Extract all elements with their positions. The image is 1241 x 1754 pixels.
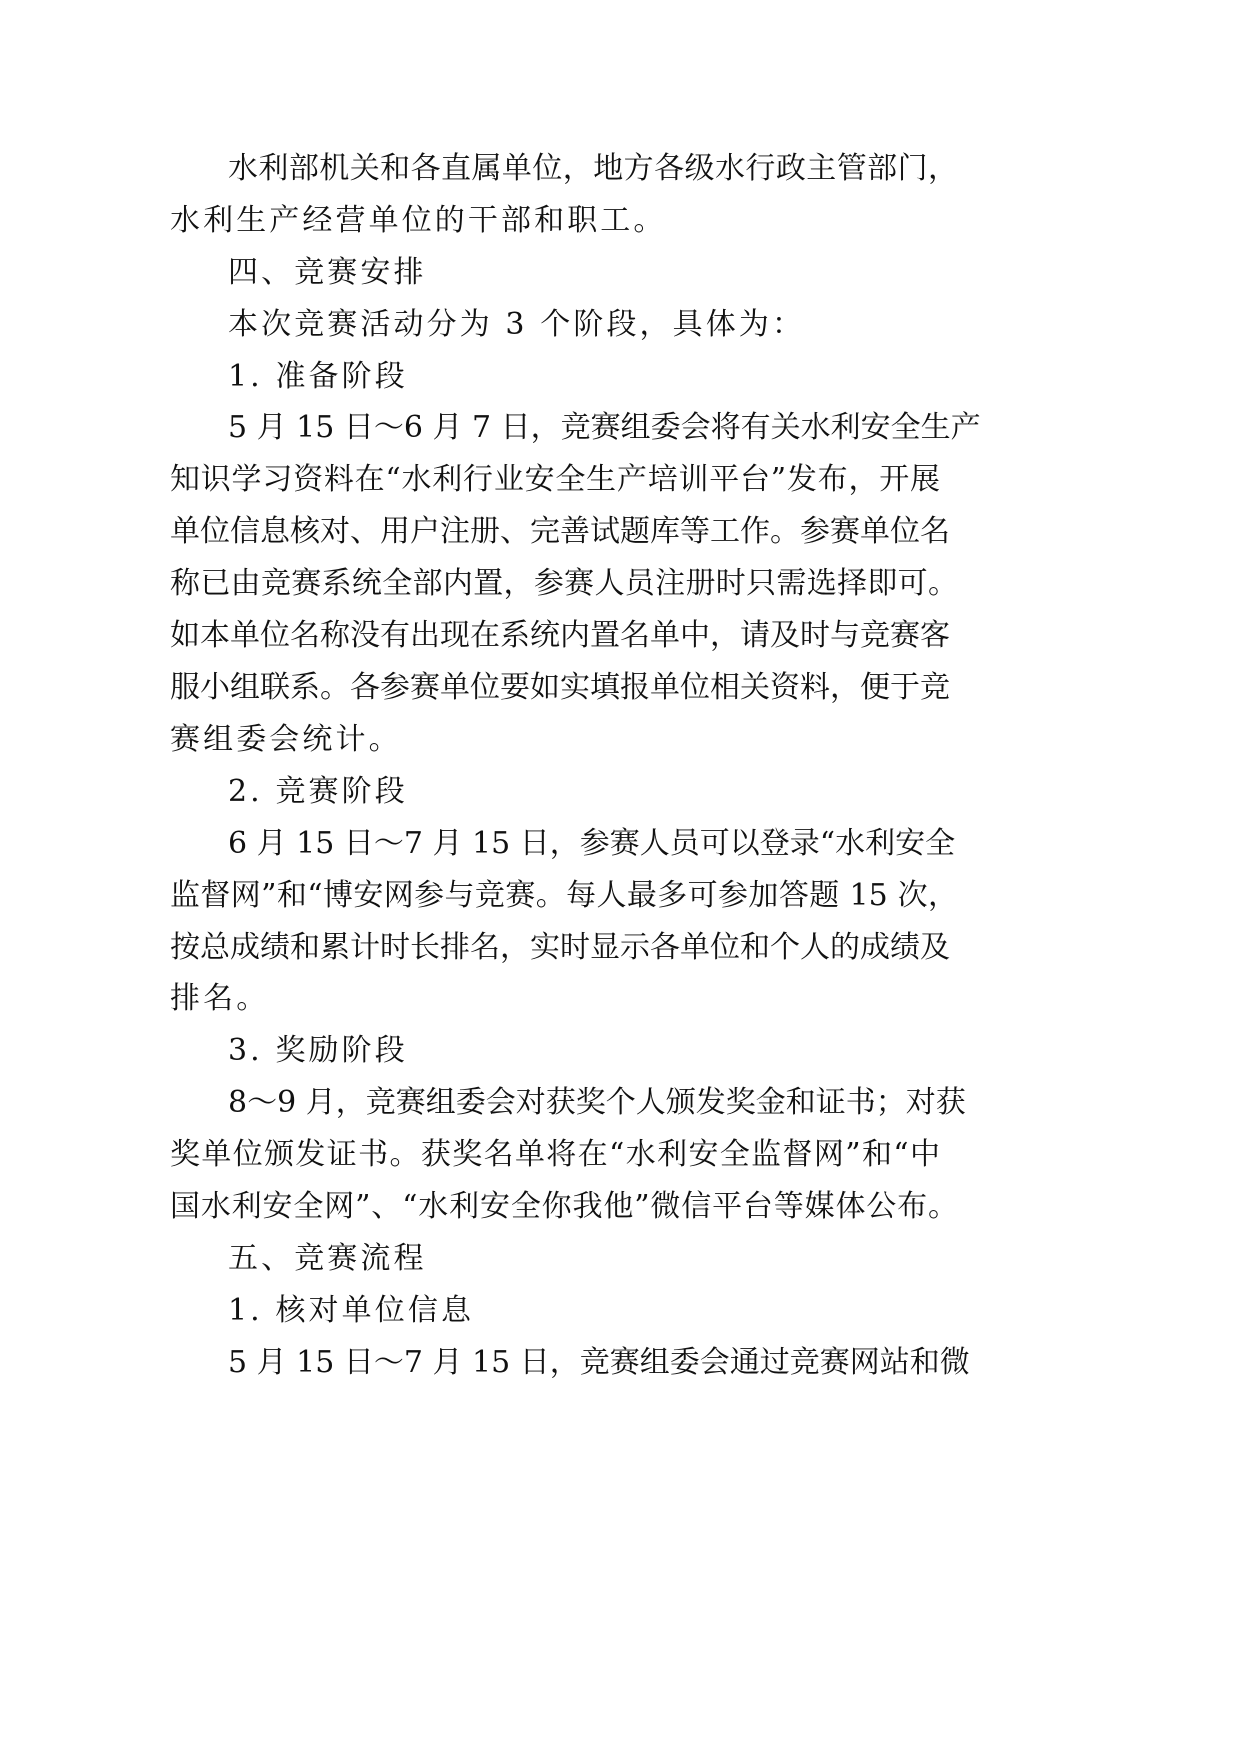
body-text-line: 服小组联系。各参赛单位要如实填报单位相关资料，便于竞	[170, 670, 950, 705]
subsection-heading: 1. 准备阶段	[228, 359, 408, 394]
body-text-line: 知识学习资料在“水利行业安全生产培训平台”发布，开展	[170, 462, 940, 497]
body-text-line: 奖单位颁发证书。获奖名单将在“水利安全监督网”和“中	[170, 1137, 940, 1172]
body-text-line: 赛组委会统计。	[170, 722, 402, 757]
subsection-heading: 1. 核对单位信息	[228, 1293, 475, 1328]
body-text-line: 按总成绩和累计时长排名，实时显示各单位和个人的成绩及	[170, 930, 950, 965]
body-text-line: 如本单位名称没有出现在系统内置名单中，请及时与竞赛客	[170, 618, 950, 653]
subsection-heading: 3. 奖励阶段	[228, 1033, 408, 1068]
body-text-line: 5 月 15 日～6 月 7 日，竞赛组委会将有关水利安全生产	[228, 410, 981, 445]
body-text-line: 水利部机关和各直属单位，地方各级水行政主管部门，	[228, 151, 958, 186]
body-text-line: 称已由竞赛系统全部内置，参赛人员注册时只需选择即可。	[170, 566, 958, 601]
section-heading: 四、竞赛安排	[228, 255, 427, 290]
section-heading: 五、竞赛流程	[228, 1241, 427, 1276]
body-text-line: 单位信息核对、用户注册、完善试题库等工作。参赛单位名	[170, 514, 950, 549]
body-text-line: 水利生产经营单位的干部和职工。	[170, 203, 667, 238]
body-text-line: 6 月 15 日～7 月 15 日，参赛人员可以登录“水利安全	[228, 826, 956, 861]
body-text-line: 8～9 月，竞赛组委会对获奖个人颁发奖金和证书；对获	[228, 1085, 966, 1120]
body-text-line: 国水利安全网”、“水利安全你我他”微信平台等媒体公布。	[170, 1189, 958, 1224]
body-text-line: 5 月 15 日～7 月 15 日，竞赛组委会通过竞赛网站和微	[228, 1345, 970, 1380]
subsection-heading: 2. 竞赛阶段	[228, 774, 408, 809]
body-text-line: 排名。	[170, 981, 270, 1016]
body-text-line: 本次竞赛活动分为 3 个阶段，具体为：	[228, 307, 806, 342]
body-text-line: 监督网”和“博安网参与竞赛。每人最多可参加答题 15 次，	[170, 878, 958, 913]
